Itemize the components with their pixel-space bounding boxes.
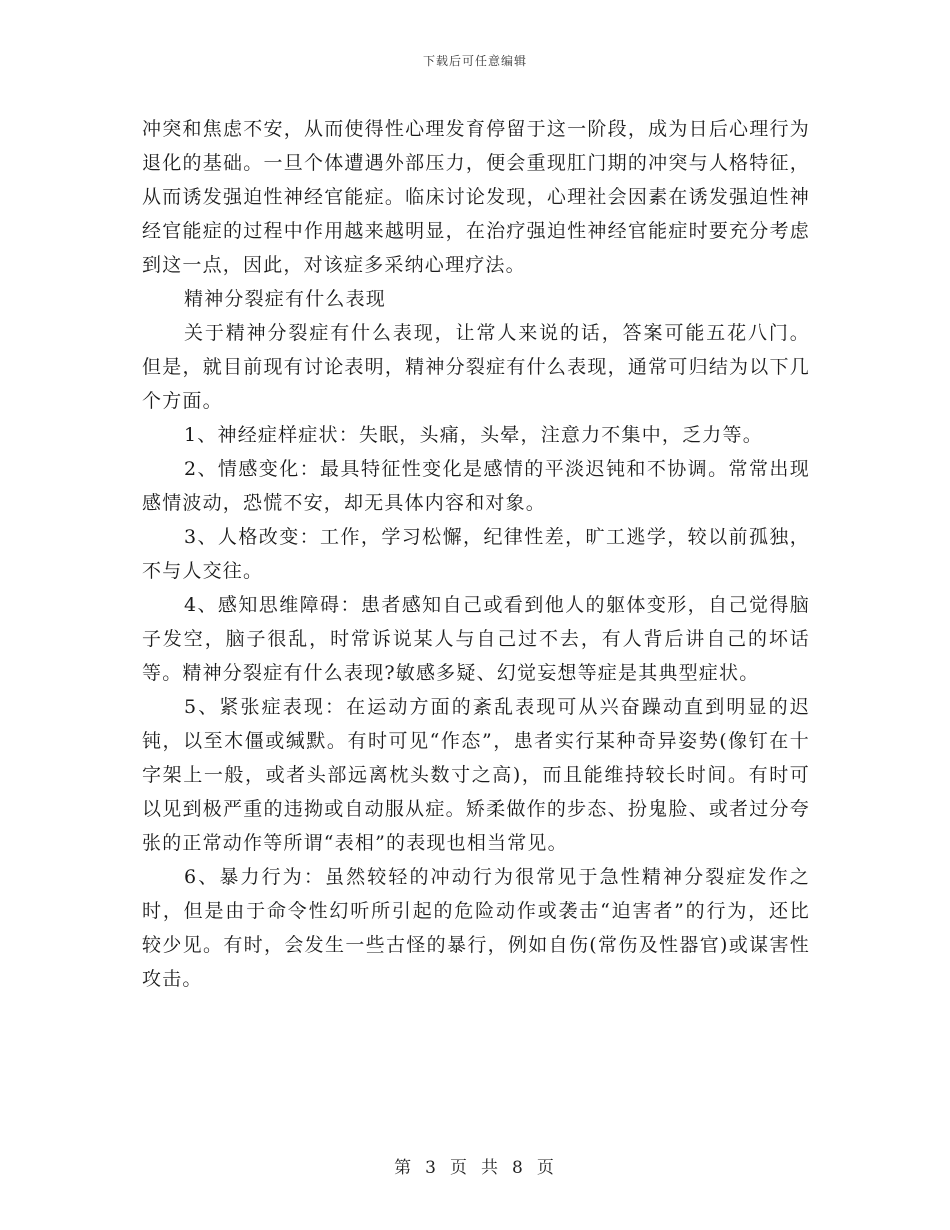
section-heading: 精神分裂症有什么表现: [184, 288, 387, 310]
page-label-prefix: 第: [394, 1158, 414, 1178]
list-item-6: 6、暴力行为：虽然较轻的冲动行为很常见于急性精神分裂症发作之时，但是由于命令性幻听所引起的危险动作或袭击“迫害者”的行为，还比较少见。有时，会发生一些古怪的暴行，例如自伤(常伤及性器官)或谋害性攻击。: [142, 866, 810, 990]
current-page-number: 3: [425, 1158, 438, 1178]
total-label: 共: [481, 1158, 500, 1178]
list-item-1: 1、神经症样症状：失眠，头痛，头晕，注意力不集中，乏力等。: [184, 424, 763, 446]
list-item-5: 5、紧张症表现：在运动方面的紊乱表现可从兴奋躁动直到明显的迟钝，以至木僵或缄默。有时可见“作态”，患者实行某种奇异姿势(像钉在十字架上一般，或者头部远离枕头数寸之高)，而且能维持较长时间。有时可以见到极严重的违拗或自动服从症。矫柔做作的步态、扮鬼脸、或者过分夸张的正常动作等所谓“表相”的表现也相当常见。: [142, 696, 810, 854]
list-item-2: 2、情感变化：最具特征性变化是感情的平淡迟钝和不协调。常常出现感情波动，恐慌不安，却无具体内容和对象。: [142, 458, 810, 514]
total-pages-number: 8: [512, 1158, 525, 1178]
page-label-suffix: 页: [536, 1158, 556, 1178]
page-header: 下载后可任意编辑: [422, 54, 527, 68]
page-footer: [0, 1153, 950, 1178]
list-item-3: 3、人格改变：工作，学习松懈，纪律性差，旷工逃学，较以前孤独，不与人交往。: [142, 526, 810, 582]
paragraph-intro: 关于精神分裂症有什么表现，让常人来说的话，答案可能五花八门。但是，就目前现有讨论表明，精神分裂症有什么表现，通常可归结为以下几个方面。: [142, 322, 810, 412]
document-body: [142, 112, 810, 996]
list-item-4: 4、感知思维障碍：患者感知自己或看到他人的躯体变形，自己觉得脑子发空，脑子很乱，时常诉说某人与自己过不去，有人背后讲自己的坏话等。精神分裂症有什么表现?敏感多疑、幻觉妄想等症是其典型症状。: [142, 594, 810, 684]
paragraph-continuation: 冲突和焦虑不安，从而使得性心理发育停留于这一阶段，成为日后心理行为退化的基础。一旦个体遭遇外部压力，便会重现肛门期的冲突与人格特征，从而诱发强迫性神经官能症。临床讨论发现，心理社会因素在诱发强迫性神经官能症的过程中作用越来越明显，在治疗强迫性神经官能症时要充分考虑到这一点，因此，对该症多采纳心理疗法。: [142, 118, 810, 276]
page-label-mid: 页: [450, 1158, 469, 1178]
